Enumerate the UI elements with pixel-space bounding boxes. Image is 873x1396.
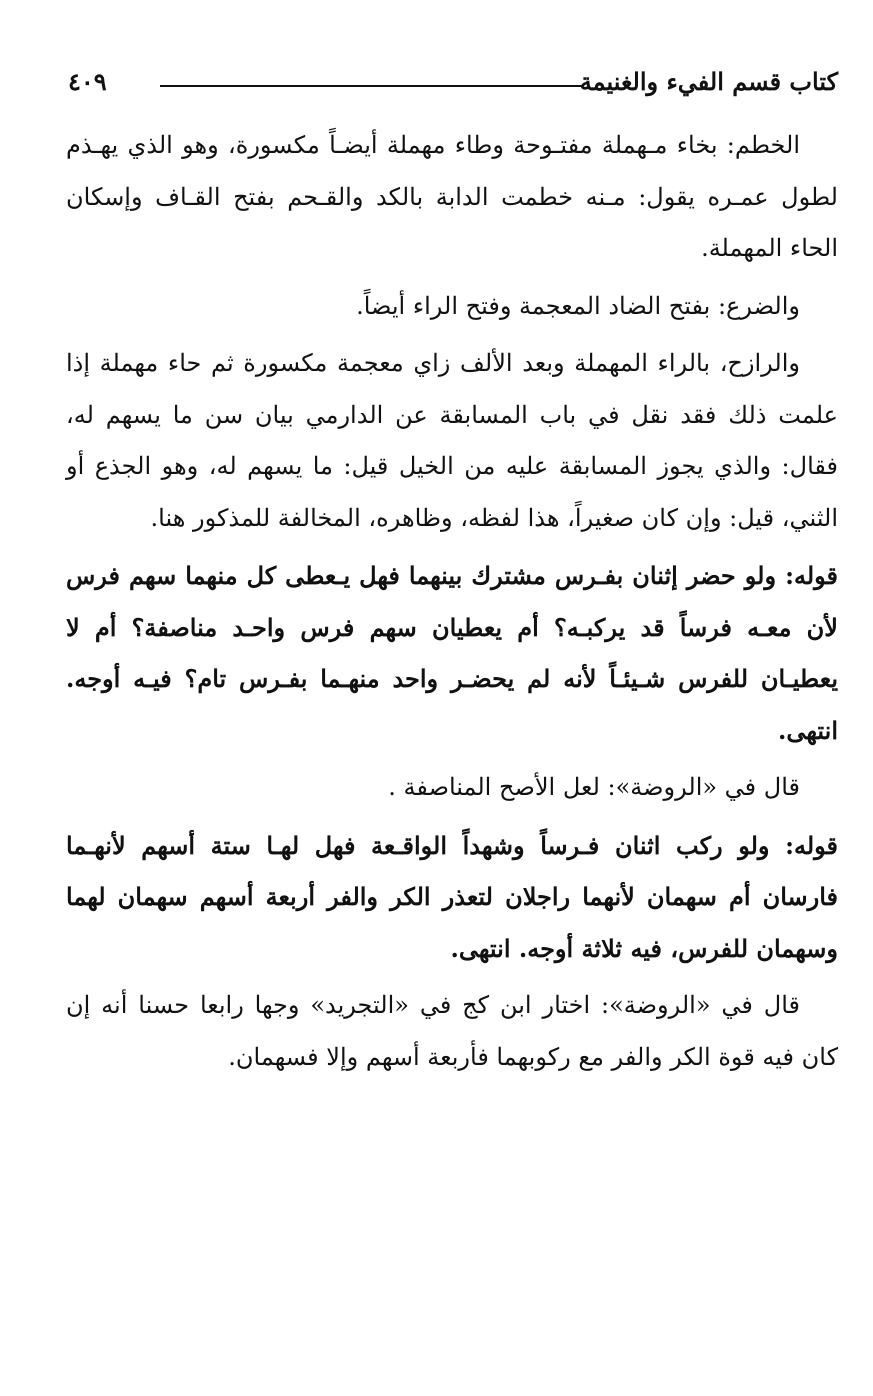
paragraph-quote-shared-horse: قوله: ولو حضر إثنان بفـرس مشترك بينهما فهل يـعطى كل منهما سهم فرس لأن معـه فرساً قد يركبـه؟ أم يعطيان سهم فرس واحـد مناصفة؟ أم لا يعطيـان للفرس شـيئـاً لأنه لم يحضـر واحد منهـما بفـرس تام؟ فيـه أوجه. انتهى. [66, 561, 838, 745]
paragraph-rawda-munasafa: قال في «الروضة»: لعل الأصح المناصفة . [388, 773, 800, 801]
paragraph-dara: والضرع: بفتح الضاد المعجمة وفتح الراء أيضاً. [356, 291, 800, 320]
page-header [68, 62, 838, 102]
page-number: ٤٠٩ [68, 67, 107, 96]
paragraph-razih: والرازح، بالراء المهملة وبعد الألف زاي معجمة مكسورة ثم حاء مهملة إذا علمت ذلك فقد نقل في باب المسابقة عن الدارمي بيان سن ما يسهم له، فقال: والذي يجوز المسابقة عليه من الخيل قيل: ما يسهم له، وهو الجذع أو الثني، قيل: وإن كان صغيراً، هذا لفظه، وظاهره، المخالفة للمذكور هنا. [66, 349, 838, 532]
running-title: كتاب قسم الفيء والغنيمة [579, 67, 838, 96]
paragraph-khatm: الخطم: بخاء مـهملة مفتـوحة وطاء مهملة أيضـاً مكسورة، وهو الذي يهـذم لطول عمـره يقول: مـنه خطمت الدابة بالكد والقـحم بفتح القـاف وإسكان الحاء المهملة. [66, 131, 838, 262]
paragraph-rawda-tajrid: قال في «الروضة»: اختار ابن كج في «التجريد» وجها رابعا حسنا أنه إن كان فيه قوة الكر والفر مع ركوبهما فأربعة أسهم وإلا فسهمان. [66, 991, 838, 1071]
paragraph-quote-two-riders: قوله: ولو ركب اثنان فـرساً وشهداً الواقـعة فهل لهـا ستة أسهم لأنهـما فارسان أم سهمان لأنهما راجلان لتعذر الكر والفر أربعة أسهم سهمان لهما وسهمان للفرس، فيه ثلاثة أوجه. انتهى. [66, 830, 838, 963]
header-rule [160, 85, 582, 87]
page-body [66, 120, 838, 1089]
